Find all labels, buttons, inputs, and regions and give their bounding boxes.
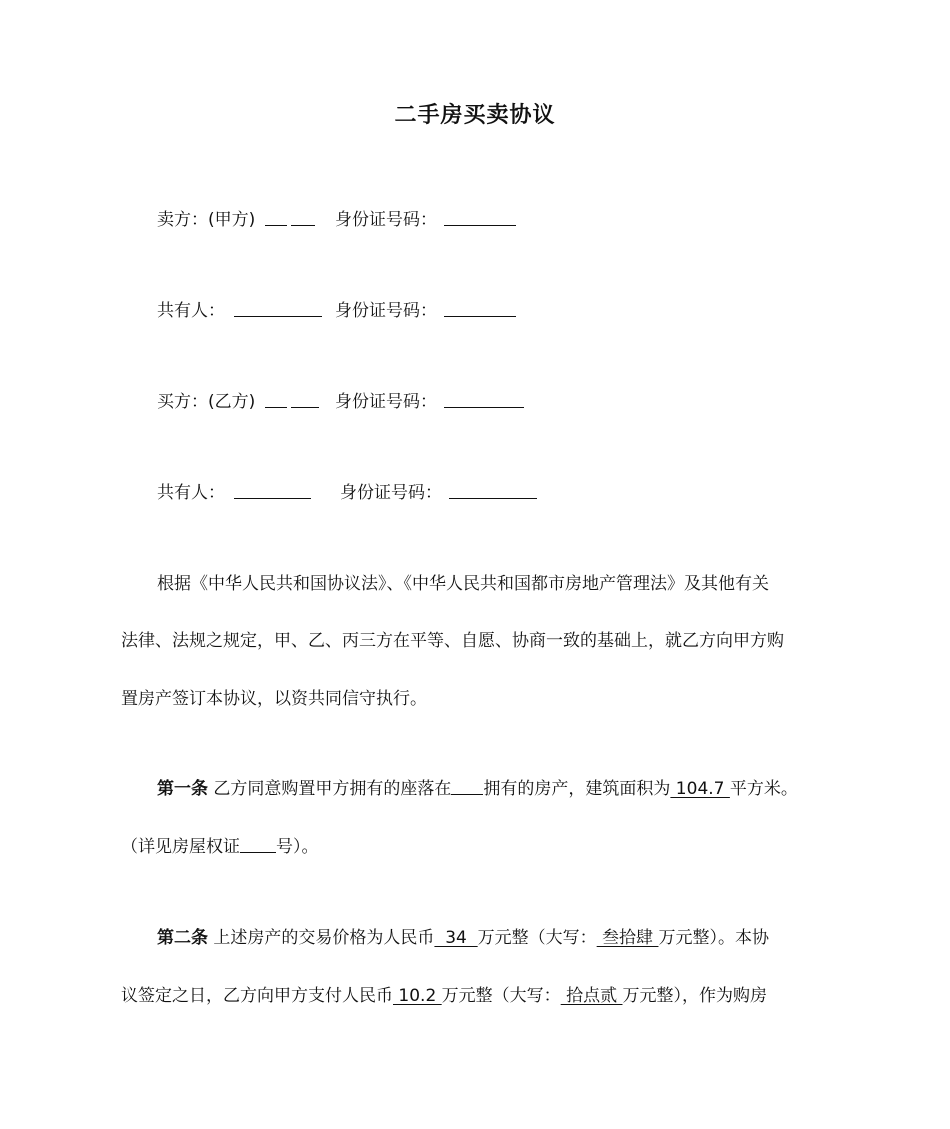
buyer-coowner-id-row — [340, 482, 537, 504]
seller-id-blank — [444, 209, 516, 226]
seller-name-blank — [265, 209, 287, 226]
article-2-line-2 — [121, 985, 767, 1007]
buyer-name-blank-2 — [291, 391, 319, 408]
article-2-line-1 — [157, 927, 769, 949]
seller-coowner-label: 共有人： — [157, 301, 225, 321]
buyer-id-row — [335, 391, 524, 413]
article-2-line2-b: 万元整（大写： — [441, 986, 561, 1006]
article-1-heading: 第一条 — [157, 779, 208, 799]
buyer-coowner-row — [157, 482, 311, 504]
article-2-line2-c: 万元整），作为购房 — [622, 986, 767, 1006]
article-2-price-caps: 叁拾肆 — [596, 928, 659, 948]
article-2-text-c: 万元整）。本协 — [658, 928, 769, 948]
article-1-certificate-blank — [240, 836, 276, 853]
buyer-coowner-id-blank — [449, 482, 537, 499]
seller-coowner-id-label: 身份证号码： — [335, 301, 437, 321]
buyer-id-label: 身份证号码： — [335, 392, 437, 412]
buyer-coowner-blank — [234, 482, 311, 499]
article-1-line2-b: 号）。 — [276, 837, 319, 857]
preamble-line-3: 置房产签订本协议，以资共同信守执行。 — [121, 689, 427, 709]
article-1-line2-a: （详见房屋权证 — [121, 837, 240, 857]
article-1-location-blank — [451, 778, 483, 795]
buyer-label: 买方：(乙方) — [157, 392, 256, 412]
seller-label: 卖方：(甲方) — [157, 210, 256, 230]
article-1-text-c: 平方米。 — [729, 779, 798, 799]
article-2-deposit-caps: 拾点贰 — [560, 986, 623, 1006]
preamble-line-1: 根据《中华人民共和国协议法》、《中华人民共和国都市房地产管理法》及其他有关 — [157, 574, 769, 594]
buyer-name-blank — [265, 391, 287, 408]
buyer-id-blank — [444, 391, 524, 408]
document-title: 二手房买卖协议 — [394, 103, 556, 128]
article-1-line-1 — [157, 778, 798, 800]
preamble-line-2: 法律、法规之规定，甲、乙、丙三方在平等、自愿、协商一致的基础上，就乙方向甲方购 — [121, 631, 784, 651]
article-1-text-b: 拥有的房产，建筑面积为 — [483, 779, 671, 799]
article-2-text-a: 上述房产的交易价格为人民币 — [213, 928, 435, 948]
article-2-line2-a: 议签定之日，乙方向甲方支付人民币 — [121, 986, 393, 1006]
article-1-line-2 — [121, 836, 319, 858]
seller-id-label: 身份证号码： — [335, 210, 437, 230]
buyer-coowner-label: 共有人： — [157, 483, 225, 503]
seller-name-blank-2 — [291, 209, 315, 226]
article-2-deposit: 10.2 — [393, 986, 442, 1006]
seller-coowner-id-blank — [444, 300, 516, 317]
seller-coowner-blank — [234, 300, 322, 317]
article-1-text-a: 乙方同意购置甲方拥有的座落在 — [213, 779, 452, 799]
article-2-heading: 第二条 — [157, 928, 208, 948]
buyer-row — [157, 391, 319, 413]
seller-coowner-row — [157, 300, 322, 322]
article-2-price: 34 — [434, 928, 478, 948]
seller-id-row — [335, 209, 516, 231]
article-1-area: 104.7 — [670, 779, 730, 799]
buyer-coowner-id-label: 身份证号码： — [340, 483, 442, 503]
seller-coowner-id-row — [335, 300, 516, 322]
article-2-text-b: 万元整（大写： — [477, 928, 597, 948]
seller-row — [157, 209, 315, 231]
